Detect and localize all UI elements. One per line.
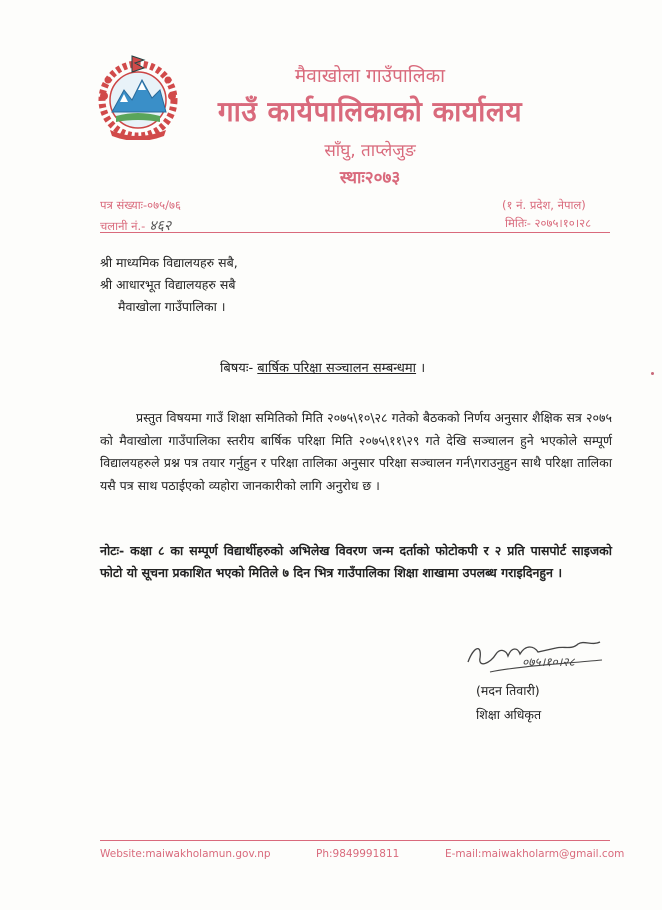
signatory-title: शिक्षा अधिकृत <box>476 707 542 722</box>
signatory-name: (मदन तिवारी) <box>476 683 540 698</box>
dispatch-label: चलानी नं.- <box>100 219 146 233</box>
office-address: साँघु, ताप्लेजुङ <box>324 141 416 161</box>
letter-date: मितिः- २०७५।१०।२८ <box>505 216 592 230</box>
municipality-name: मैवाखोला गाउँपालिका <box>294 65 446 87</box>
body-paragraph: प्रस्तुत विषयमा गाउँ शिक्षा समितिको मिति २०७५\१०\२८ गतेको बैठकको निर्णय अनुसार शैक्षिक सत्र २०७५ को मैवाखोला गाउँपालिका स्तरीय बार्षिक परिक्षा मिति २०७५\११\२९ गते देखि सञ्चालन हुने भएकोले सम्पूर्ण विद्यालयहरुले प्रश्न पत्र तयार गर्नुहुन र परिक्षा तालिका अनुसार परिक्षा सञ्चालन गर्न\गराउनुहुन साथै परिक्षा तालिका यसै पत्र साथ पठाईएको व्यहोरा जानकारीको लागि अनुरोध छ । <box>100 410 612 493</box>
office-title: गाउँ कार्यपालिकाको कार्यालय <box>217 95 523 128</box>
province-label: (१ नं. प्रदेश, नेपाल) <box>502 198 586 212</box>
dispatch-handwritten-number: ४६२ <box>149 218 172 234</box>
recipient-line-1: श्री माध्यमिक विद्यालयहरु सबै, <box>100 255 238 270</box>
footer-email[interactable]: E-mail:maiwakholarm@gmail.com <box>445 848 625 860</box>
footer-divider <box>100 840 610 841</box>
signature-icon <box>460 636 610 678</box>
subject-label: बिषयः- <box>220 361 258 376</box>
recipient-line-2: श्री आधारभूत विद्यालयहरु सबै <box>100 277 236 292</box>
svg-text:०७५।१०।२८: ०७५।१०।२८ <box>522 655 575 669</box>
note-paragraph: नोटः- कक्षा ८ का सम्पूर्ण विद्यार्थीहरुको अभिलेख विवरण जन्म दर्ताको फोटोकपी र २ प्रति पासपोर्ट साइजको फोटो यो सूचना प्रकाशित भएको मितिले ७ दिन भित्र गाउँपालिका शिक्षा शाखामा उपलब्ध गराइदिनहुन । <box>100 543 612 580</box>
subject-text: बार्षिक परिक्षा सञ्चालन सम्बन्धमा <box>257 361 417 376</box>
recipient-line-3: मैवाखोला गाउँपालिका । <box>118 299 226 314</box>
margin-mark <box>651 372 654 375</box>
letter-number: पत्र संख्याः-०७५/७६ <box>100 198 181 212</box>
subject-line <box>220 358 425 376</box>
subject-end: । <box>416 361 426 376</box>
footer-website[interactable]: Website:maiwakholamun.gov.np <box>100 848 271 860</box>
nepal-emblem-icon <box>94 50 182 140</box>
header-divider <box>100 232 610 233</box>
footer-phone: Ph:9849991811 <box>316 848 400 860</box>
established-year: स्थाः२०७३ <box>339 168 401 188</box>
